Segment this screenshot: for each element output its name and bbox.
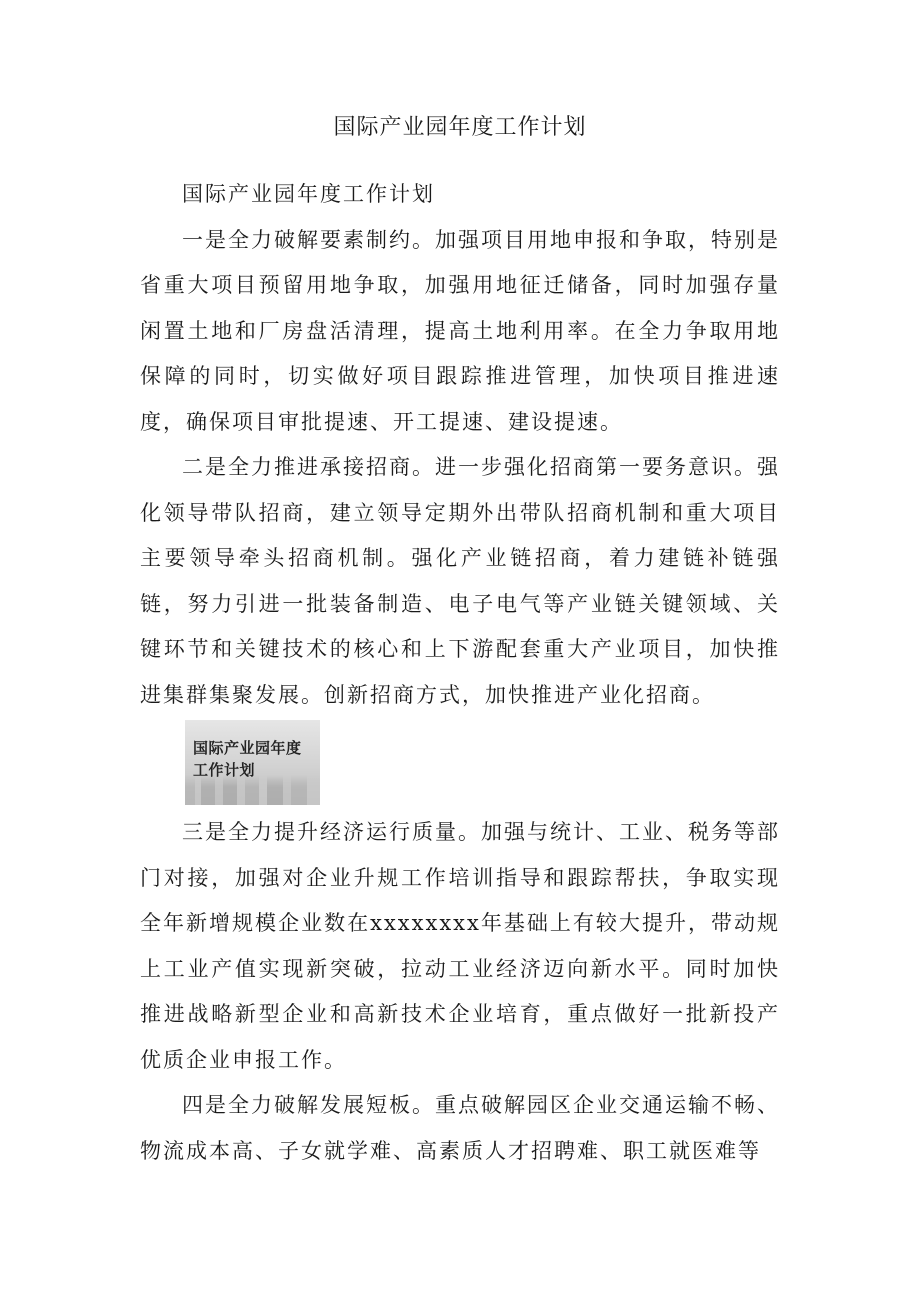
paragraph-item-4: 四是全力破解发展短板。重点破解园区企业交通运输不畅、物流成本高、子女就学难、高素质人才招聘难、职工就医难等 — [140, 1093, 780, 1163]
document-image-wrapper — [140, 718, 780, 810]
document-body — [140, 172, 780, 1174]
paragraph-item-1: 一是全力破解要素制约。加强项目用地申报和争取，特别是省重大项目预留用地争取，加强用地征迁储备，同时加强存量闲置土地和厂房盘活清理，提高土地利用率。在全力争取用地保障的同时，切实做好项目跟踪推进管理，加快项目推进速度，确保项目审批提速、开工提速、建设提速。 — [140, 227, 780, 434]
paragraph-item-3: 三是全力提升经济运行质量。加强与统计、工业、税务等部门对接，加强对企业升规工作培训指导和跟踪帮扶，争取实现全年新增规模企业数在xxxxxxxx年基础上有较大提升，带动规上工业产值实现新突破，拉动工业经济迈向新水平。同时加快推进战略新型企业和高新技术企业培育，重点做好一批新投产优质企业申报工作。 — [140, 820, 780, 1072]
thumbnail-caption — [193, 737, 302, 781]
thumbnail-caption-line-2: 工作计划 — [193, 761, 256, 779]
document-title: 国际产业园年度工作计划 — [333, 115, 587, 140]
paragraph-heading: 国际产业园年度工作计划 — [182, 182, 435, 206]
paragraph-item-2: 二是全力推进承接招商。进一步强化招商第一要务意识。强化领导带队招商，建立领导定期外出带队招商机制和重大项目主要领导牵头招商机制。强化产业链招商，着力建链补链强链，努力引进一批装备制造、电子电气等产业链关键领域、关键环节和关键技术的核心和上下游配套重大产业项目，加快推进集群集聚发展。创新招商方式，加快推进产业化招商。 — [140, 455, 780, 707]
thumbnail-caption-line-1: 国际产业园年度 — [193, 739, 302, 757]
document-thumbnail-image — [185, 720, 320, 805]
